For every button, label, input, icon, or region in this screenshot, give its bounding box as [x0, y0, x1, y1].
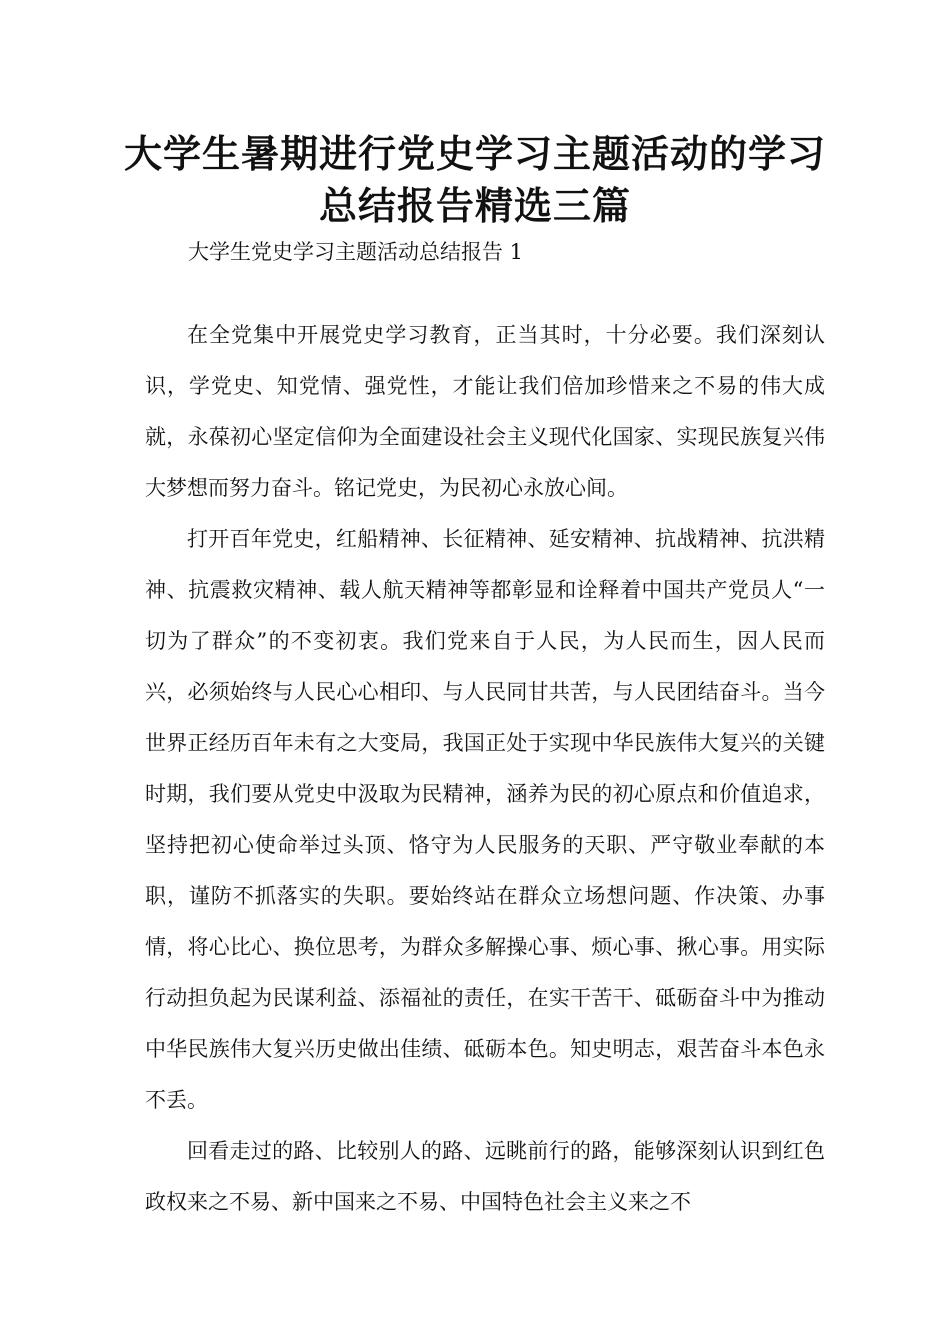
document-title: 大学生暑期进行党史学习主题活动的学习总结报告精选三篇	[123, 132, 826, 228]
paragraph-2: 打开百年党史，红船精神、长征精神、延安精神、抗战精神、抗洪精神、抗震救灾精神、载人航天精神等都彰显和诠释着中国共产党员人“一切为了群众”的不变初衷。我们党来自于人民，为人民而生，因人民而兴，必须始终与人民心心相印、与人民同甘共苦，与人民团结奋斗。当今世界正经历百年未有之大变局，我国正处于实现中华民族伟大复兴的关键时期，我们要从党史中汲取为民精神，涵养为民的初心原点和价值追求，坚持把初心使命举过头顶、恪守为人民服务的天职、严守敬业奉献的本职，谨防不抓落实的失职。要始终站在群众立场想问题、作决策、办事情，将心比心、换位思考，为群众多解操心事、烦心事、揪心事。用实际行动担负起为民谋利益、添福祉的责任，在实干苦干、砥砺奋斗中为推动中华民族伟大复兴历史做出佳绩、砥砺本色。知史明志，艰苦奋斗本色永不丢。	[145, 527, 825, 1112]
section-subtitle: 大学生党史学习主题活动总结报告 1	[188, 240, 524, 264]
paragraph-1: 在全党集中开展党史学习教育，正当其时，十分必要。我们深刻认识，学党史、知党情、强党性，才能让我们倍加珍惜来之不易的伟大成就，永葆初心坚定信仰为全面建设社会主义现代化国家、实现民族复兴伟大梦想而努力奋斗。铭记党史，为民初心永放心间。	[145, 323, 825, 500]
document-body	[145, 310, 825, 1228]
paragraph-3: 回看走过的路、比较别人的路、远眺前行的路，能够深刻认识到红色政权来之不易、新中国来之不易、中国特色社会主义来之不	[145, 1139, 825, 1214]
